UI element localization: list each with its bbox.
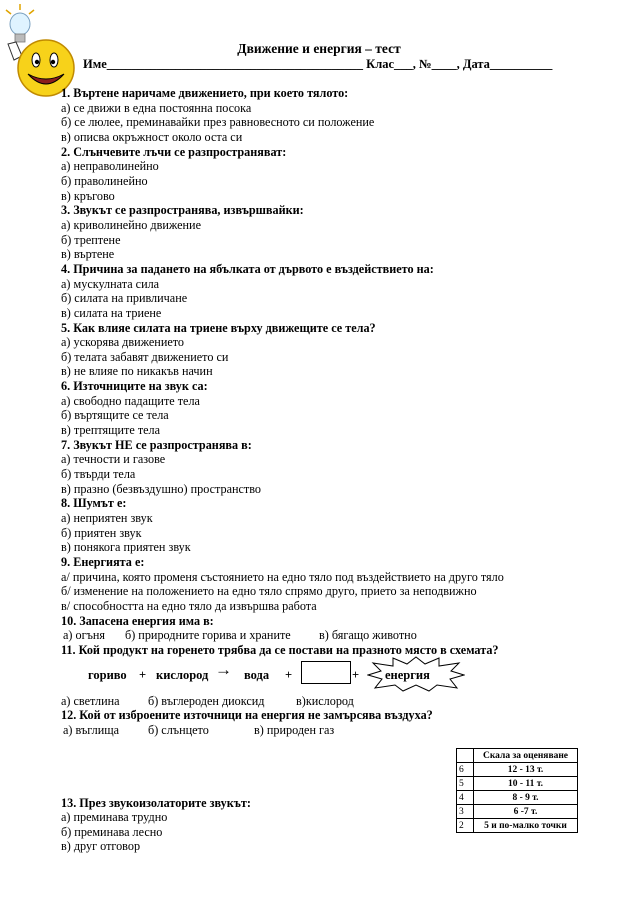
option-c: в) природен газ bbox=[254, 722, 335, 737]
question-text: 11. Кой продукт на горенето трябва да се постави на празното място в схемата? bbox=[61, 642, 499, 657]
student-info-line: Име_________________________________________ Клас___, №____, Дата__________ bbox=[83, 57, 553, 71]
option-c: в/ способността на едно тяло да извършва работа bbox=[61, 598, 317, 613]
option-b: б) слънцето bbox=[148, 722, 209, 737]
question-1 bbox=[61, 86, 621, 145]
points-cell: 8 - 9 т. bbox=[474, 791, 578, 805]
grade-cell: 3 bbox=[457, 805, 474, 819]
option-a: а) светлина bbox=[61, 693, 120, 708]
table-header-row bbox=[457, 749, 578, 763]
grade-cell: 5 bbox=[457, 777, 474, 791]
option-c: в) кръгово bbox=[61, 188, 115, 203]
arrow-right-icon: → bbox=[215, 659, 232, 679]
table-header: Скала за оценяване bbox=[474, 749, 578, 763]
question-12 bbox=[61, 708, 621, 737]
table-row bbox=[457, 777, 578, 791]
question-text: 8. Шумът е: bbox=[61, 496, 127, 511]
option-b: б) въглероден диоксид bbox=[148, 693, 265, 708]
option-b: б) силата на привличане bbox=[61, 291, 188, 306]
points-cell: 5 и по-малко точки bbox=[474, 819, 578, 833]
scheme-plus: + bbox=[285, 667, 293, 682]
option-c: в) въртене bbox=[61, 247, 115, 262]
table-row bbox=[457, 763, 578, 777]
scheme-oxygen: кислород bbox=[156, 667, 209, 682]
table-row bbox=[457, 819, 578, 833]
grading-scale-table bbox=[456, 748, 578, 833]
combustion-scheme bbox=[61, 658, 621, 694]
question-2 bbox=[61, 145, 621, 204]
question-5 bbox=[61, 321, 621, 380]
points-cell: 6 -7 т. bbox=[474, 805, 578, 819]
option-a: а) течности и газове bbox=[61, 452, 166, 467]
option-a: а) неправолинейно bbox=[61, 159, 159, 174]
option-a: а) огъня bbox=[63, 628, 106, 643]
grade-cell: 2 bbox=[457, 819, 474, 833]
lightbulb-icon bbox=[6, 4, 34, 42]
option-b: б) праволинейно bbox=[61, 173, 148, 188]
scheme-water: вода bbox=[244, 667, 270, 682]
option-c: в) празно (безвъздушно) пространство bbox=[61, 481, 262, 496]
options-row bbox=[61, 694, 621, 709]
option-c: в) не влияе по никакъв начин bbox=[61, 364, 213, 379]
option-b: б) преминава лесно bbox=[61, 824, 163, 839]
question-7 bbox=[61, 438, 621, 497]
option-b: б/ изменение на положението на едно тяло спрямо друго, прието за неподвижно bbox=[61, 584, 477, 599]
question-text: 10. Запасена енергия има в: bbox=[61, 613, 214, 628]
question-text: 13. През звукоизолаторите звукът: bbox=[61, 795, 251, 810]
question-10 bbox=[61, 614, 621, 643]
page-title: Движение и енергия – тест bbox=[237, 41, 401, 56]
option-c: в) трептящите тела bbox=[61, 423, 161, 438]
scheme-plus: + bbox=[352, 667, 360, 682]
scheme-energy: енергия bbox=[385, 667, 430, 682]
blank-answer-box[interactable] bbox=[301, 661, 351, 684]
test-content bbox=[61, 86, 621, 854]
scheme-fuel: гориво bbox=[88, 667, 127, 682]
points-cell: 12 - 13 т. bbox=[474, 763, 578, 777]
option-b: б) приятен звук bbox=[61, 525, 142, 540]
question-6 bbox=[61, 379, 621, 438]
option-c: в) описва окръжност около оста си bbox=[61, 129, 243, 144]
option-b: б) природните горива и храните bbox=[125, 628, 291, 643]
option-a: а) свободно падащите тела bbox=[61, 393, 200, 408]
option-c: в)кислород bbox=[296, 693, 354, 708]
option-c: в) понякога приятен звук bbox=[61, 540, 191, 555]
option-a: а) мускулната сила bbox=[61, 276, 160, 291]
option-a: а) се движи в една постоянна посока bbox=[61, 100, 252, 115]
question-text: 5. Как влияе силата на триене върху движещите се тела? bbox=[61, 320, 376, 335]
question-text: 9. Енергията е: bbox=[61, 555, 145, 569]
question-3 bbox=[61, 203, 621, 262]
option-b: б) твърди тела bbox=[61, 467, 136, 482]
question-text: 7. Звукът НЕ се разпространява в: bbox=[61, 437, 252, 452]
question-4 bbox=[61, 262, 621, 321]
question-text: 1. Въртене наричаме движението, при което тялото: bbox=[61, 86, 349, 100]
option-a: а) въглища bbox=[63, 722, 120, 737]
option-c: в) друг отговор bbox=[61, 839, 141, 854]
option-a: а) преминава трудно bbox=[61, 810, 168, 825]
grade-cell: 4 bbox=[457, 791, 474, 805]
grade-cell: 6 bbox=[457, 763, 474, 777]
table-row bbox=[457, 791, 578, 805]
options-row bbox=[61, 628, 621, 643]
question-text: 3. Звукът се разпространява, извършвайки: bbox=[61, 203, 304, 218]
option-c: в) силата на триене bbox=[61, 305, 162, 320]
question-8 bbox=[61, 496, 621, 555]
question-text: 12. Кой от изброените източници на енергия не замърсява въздуха? bbox=[61, 708, 433, 723]
option-a: а/ причина, която променя състоянието на едно тяло под въздействието на друго тяло bbox=[61, 569, 504, 584]
option-a: а) ускорява движението bbox=[61, 335, 185, 350]
question-text: 4. Причина за падането на ябълката от дървото е въздействието на: bbox=[61, 261, 434, 276]
option-a: а) неприятен звук bbox=[61, 511, 153, 526]
option-b: б) телата забавят движението си bbox=[61, 349, 229, 364]
question-11 bbox=[61, 643, 621, 708]
option-a: а) криволинейно движение bbox=[61, 217, 201, 232]
table-row bbox=[457, 805, 578, 819]
option-b: б) въртящите се тела bbox=[61, 408, 169, 423]
option-c: в) бягащо животно bbox=[319, 628, 417, 643]
points-cell: 10 - 11 т. bbox=[474, 777, 578, 791]
scheme-plus: + bbox=[139, 667, 147, 682]
question-text: 6. Източниците на звук са: bbox=[61, 379, 208, 394]
option-b: б) трептене bbox=[61, 232, 121, 247]
question-text: 2. Слънчевите лъчи се разпространяват: bbox=[61, 144, 287, 159]
option-b: б) се люлее, преминавайки през равновесното си положение bbox=[61, 115, 375, 130]
question-9 bbox=[61, 555, 621, 614]
options-row bbox=[61, 723, 621, 738]
